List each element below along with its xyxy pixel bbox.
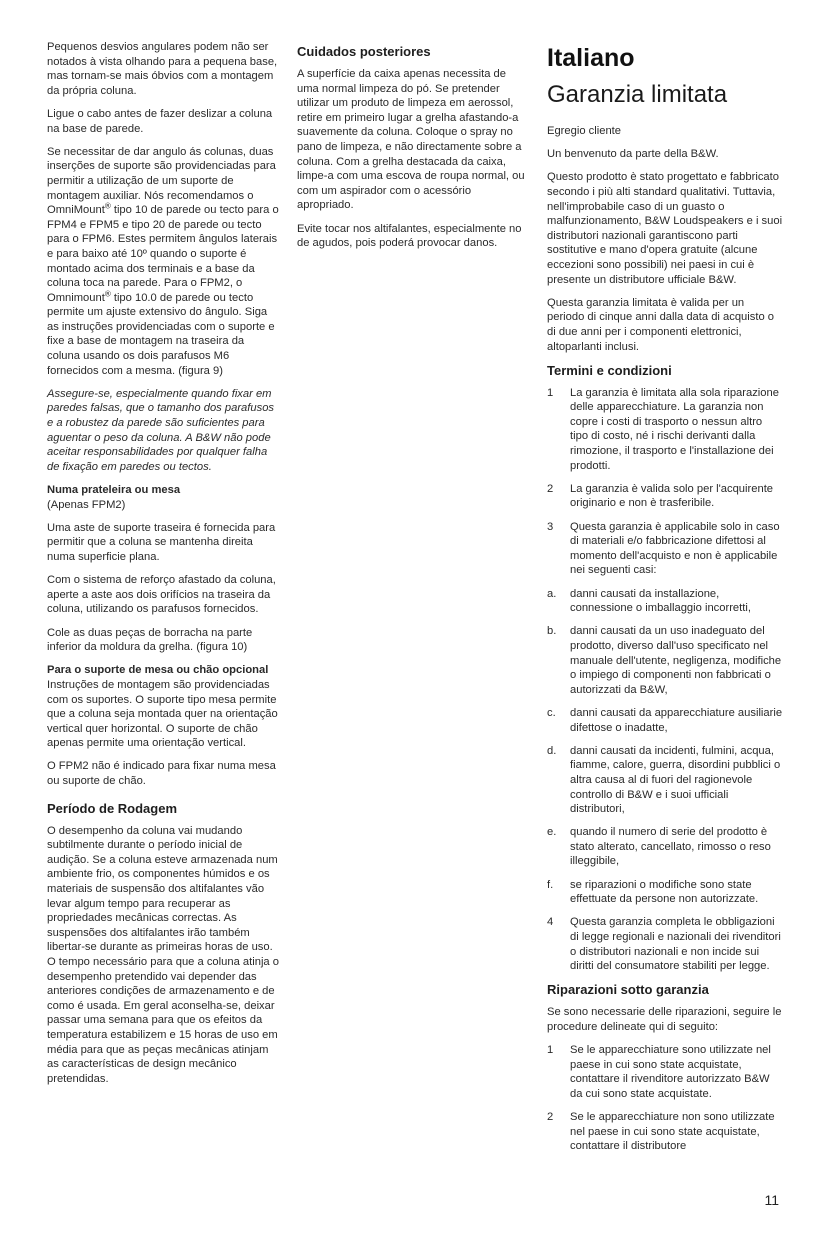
warning-paragraph: Assegure-se, especialmente quando fixar em paredes falsas, que o tamanho dos parafusos e a robustez da parede são suficientes para aguentar o peso da coluna. A B&W não pode aceitar responsabilidades por qualquer falha de fixação em paredes ou tectos. xyxy=(47,387,275,473)
list-text: Se le apparecchiature sono utilizzate nel paese in cui sono state acquistate, contattare il rivenditore autorizzato B&W da cui sono state acquistate. xyxy=(570,1044,771,1100)
registered-mark: ® xyxy=(104,288,111,298)
subheading-stand: Para o suporte de mesa ou chão opcional xyxy=(47,664,269,677)
paragraph: Egregio cliente xyxy=(547,125,622,137)
paragraph: Pequenos desvios angulares podem não ser notados à vista olhando para a pequena base, mas tornam-se mais óbvios com a montagem da própria coluna. xyxy=(47,41,278,97)
paragraph: Ligue o cabo antes de fazer deslizar a coluna na base de parede. xyxy=(47,107,273,135)
list-item xyxy=(547,520,783,578)
column-portuguese-care xyxy=(297,40,529,259)
list-item xyxy=(547,744,783,817)
paragraph: Se sono necessarie delle riparazioni, seguire le procedure delineate qui di seguito: xyxy=(547,1006,782,1033)
list-item xyxy=(547,706,783,735)
list-item xyxy=(547,915,783,973)
paragraph: Com o sistema de reforço afastado da coluna, aperte a aste aos dois orifícios na traseira da coluna, utilizando os parafusos fornecidos. xyxy=(47,574,276,616)
paragraph: Questa garanzia limitata è valida per un periodo di cinque anni dalla data di acquisto o di due anni per i componenti elettronici, altoparlanti inclusi. xyxy=(547,296,775,353)
column-portuguese xyxy=(47,40,279,1095)
list-item xyxy=(547,825,783,869)
page-number: 11 xyxy=(764,1192,779,1208)
list-item xyxy=(547,386,783,474)
list-text: La garanzia è limitata alla sola riparazione delle apparecchiature. La garanzia non copre i costi di trasporto o nessun altro tipo di costo, né i rischi derivanti dalla rimozione, il trasporto e l'installazione dei prodotti. xyxy=(570,386,779,472)
paragraph: Un benvenuto da parte della B&W. xyxy=(547,148,719,161)
paragraph: Cole as duas peças de borracha na parte inferior da moldura da grelha. (figura 10) xyxy=(47,626,253,654)
heading-terms: Termini e condizioni xyxy=(547,362,672,378)
list-text: Se le apparecchiature non sono utilizzate nel paese in cui sono state acquistate, contattare il distributore xyxy=(570,1111,775,1153)
list-text: Questa garanzia è applicabile solo in caso di materiali e/o fabbricazione difettosi al momento dell'acquisto e non è applicabile nei seguenti casi: xyxy=(570,520,780,577)
paragraph: O FPM2 não é indicado para fixar numa mesa ou suporte de chão. xyxy=(47,760,276,788)
list-marker: 3 xyxy=(547,520,554,533)
list-marker: a. xyxy=(547,587,557,600)
list-text: Questa garanzia completa le obbligazioni di legge regionali e nazionali dei rivenditori o distributori nazionali e non incide sui diritti del consumatore stabiliti per legge. xyxy=(570,916,781,973)
text: tipo 10 de parede ou tecto para o FPM4 e FPM5 e tipo 20 de parede ou tecto para o FPM6. Estes permitem ângulos laterais e para baixo até 10º quando o suporte é montado acima dos terminais e a base da coluna toca na parede. Para o FPM2, o Omnimount xyxy=(47,204,279,304)
list-item xyxy=(547,1110,783,1154)
list-marker: d. xyxy=(547,744,557,757)
language-title: Italiano xyxy=(547,44,635,72)
paragraph: (Apenas FPM2) xyxy=(47,498,126,511)
repairs-list xyxy=(547,1043,783,1154)
column-italian xyxy=(547,40,783,1163)
list-text: danni causati da incidenti, fulmini, acqua, fiamme, calore, guerra, disordini pubblici o altra causa al di fuori del ragionevole controllo di B&W e i suoi ufficiali distributori, xyxy=(570,744,781,816)
paragraph: A superfície da caixa apenas necessita de uma normal limpeza do pó. Se pretender utilizar um produto de limpeza em aerossol, retire em primeiro lugar a grelha afastando-a suavemente da coluna. Coloque o spray no pano de limpeza, e não directamente sobre a coluna. Com a grelha destacada da caixa, limpe-a com uma escova de roupa normal, ou com um aspirador com o acessório apropriado. xyxy=(297,68,525,212)
terms-list xyxy=(547,386,783,974)
list-text: danni causati da installazione, connessione o imballaggio incorretti, xyxy=(570,587,751,615)
text: tipo 10.0 de parede ou tecto permite um ajuste extensivo do ângulo. Siga as instruções providenciadas com o suporte e fixe a base de montagem na traseira da coluna usando os dois parafusos M6 fornecidos com a mesma. (figura 9) xyxy=(47,291,275,377)
list-text: quando il numero di serie del prodotto è stato alterato, cancellato, rimosso o reso illeggibile, xyxy=(570,826,771,868)
list-text: danni causati da un uso inadeguato del prodotto, diverso dall'uso specificato nel manuale dell'utente, negligenza, modifiche o impiego di componenti non fabbricati o autorizzati da B&W, xyxy=(570,625,782,696)
list-marker: 4 xyxy=(547,916,554,929)
list-marker: 2 xyxy=(547,482,554,495)
paragraph xyxy=(47,145,279,379)
list-marker: b. xyxy=(547,625,557,638)
list-text: La garanzia è valida solo per l'acquirente originario e non è trasferibile. xyxy=(570,482,774,510)
paragraph: Evite tocar nos altifalantes, especialmente no de agudos, pois poderá provocar danos. xyxy=(297,222,522,250)
list-marker: 1 xyxy=(547,1044,554,1057)
list-marker: 1 xyxy=(547,386,554,399)
paragraph: Questo prodotto è stato progettato e fabbricato secondo i più alti standard qualitativi. Tuttavia, nell'improbabile caso di un guasto o malfunzionamento, B&W Loudspeakers e i suoi distributori nazionali garantiscono parti sostitutive e mano d'opera gratuite (alcune eccezioni sono possibili) nei paesi in cui è presente un distributore ufficiale B&W. xyxy=(547,171,783,286)
registered-mark: ® xyxy=(104,201,111,211)
list-item xyxy=(547,482,783,511)
list-marker: f. xyxy=(547,878,554,891)
paragraph: Instruções de montagem são providenciadas com os suportes. O suporte tipo mesa permite que a coluna seja montada quer na orientação vertical quer horizontal. O suporte de chão apenas permite uma orientação vertical. xyxy=(47,678,278,750)
text: Se necessitar de dar angulo ás colunas, duas inserções de suporte são providenciadas para permitir a utilização de um suporte de montagem auxiliar. Nós recomendamos o OmniMount xyxy=(47,145,276,217)
list-item xyxy=(547,878,783,907)
list-item xyxy=(547,624,783,697)
list-text: danni causati da apparecchiature ausiliarie difettose o inadatte, xyxy=(570,706,783,734)
paragraph: O desempenho da coluna vai mudando subtilmente durante o período inicial de audição. Se a coluna esteve armazenada num ambiente frio, os componentes húmidos e os materiais de suspensão dos altifalantes vão levar algum tempo para recuperar as propriedades mecânicas correctas. As suspensões dos altifalantes irão também libertar-se durante as primeiras horas de uso. O tempo necessário para que a coluna atinja o desempenho pretendido vai depender das anteriores condições de armazenamento e de como é usada. Em geral aconselha-se, deixar passar uma semana para que os efeitos da temperatura estabilizem e 15 horas de uso em média para que as peças mecânicas atinjam as características de design mecânico pretendidas. xyxy=(47,824,279,1085)
paragraph: Uma aste de suporte traseira é fornecida para permitir que a coluna se mantenha direita numa superficie plana. xyxy=(47,521,276,563)
subheading-shelf: Numa prateleira ou mesa xyxy=(47,484,181,496)
list-marker: e. xyxy=(547,826,557,839)
list-text: se riparazioni o modifiche sono state effettuate da persone non autorizzate. xyxy=(570,878,759,906)
heading-aftercare: Cuidados posteriores xyxy=(297,44,431,59)
list-marker: c. xyxy=(547,706,556,719)
list-marker: 2 xyxy=(547,1111,554,1124)
heading-repairs: Riparazioni sotto garanzia xyxy=(547,982,709,998)
list-item xyxy=(547,1043,783,1101)
heading-break-in: Período de Rodagem xyxy=(47,800,178,816)
list-item xyxy=(547,587,783,616)
page-title: Garanzia limitata xyxy=(547,81,728,108)
